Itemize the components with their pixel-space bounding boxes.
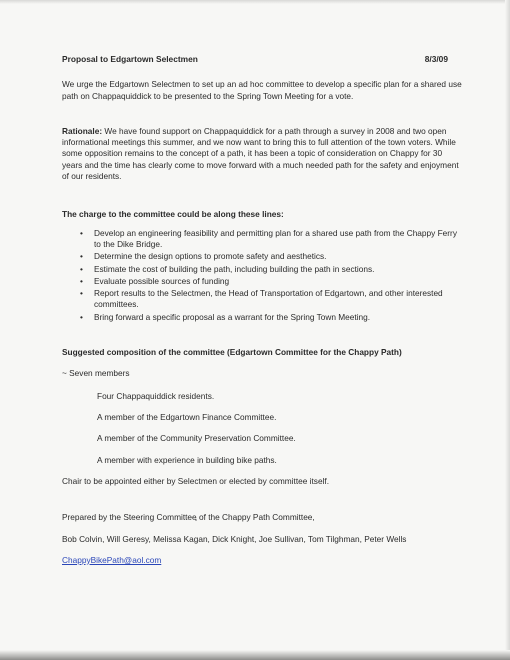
members-count: ~ Seven members — [62, 368, 130, 379]
email-link[interactable]: ChappyBikePath@aol.com — [62, 554, 162, 565]
document-header — [62, 54, 462, 65]
rationale-paragraph — [62, 126, 462, 182]
bullet-icon: • — [80, 275, 83, 286]
charge-list — [62, 228, 462, 323]
charge-list-item — [80, 227, 462, 251]
document-date: 8/3/09 — [424, 54, 448, 64]
member-item: Four Chappaquiddick residents. — [97, 390, 215, 401]
bullet-icon: • — [80, 251, 83, 262]
charge-item-text: Evaluate possible sources of funding — [94, 275, 230, 286]
charge-list-item — [80, 263, 462, 275]
charge-heading: The charge to the committee could be along these lines: — [62, 209, 284, 220]
bullet-icon: • — [80, 263, 83, 274]
scan-edge-bottom — [0, 650, 510, 660]
document-page — [62, 54, 462, 566]
charge-item-text: Determine the design options to promote safety and aesthetics. — [94, 251, 327, 262]
member-item: A member of the Edgartown Finance Committee. — [97, 411, 277, 422]
member-item: A member with experience in building bike paths. — [97, 454, 277, 465]
charge-item-text: Develop an engineering feasibility and permitting plan for a shared use path from the Chappy Ferry to the Dike Bridge. — [94, 227, 457, 249]
email-paragraph — [62, 555, 462, 566]
document-title: Proposal to Edgartown Selectmen — [62, 54, 198, 64]
charge-list-item — [80, 311, 462, 323]
scan-edge-top — [0, 0, 510, 4]
bullet-icon: • — [80, 288, 83, 299]
intro-paragraph: We urge the Edgartown Selectmen to set up an ad hoc committee to develop a specific plan for a shared use path on Chappaquiddick to be presented to the Spring Town Meeting for a vote. — [62, 79, 462, 101]
rationale-label: Rationale: — [62, 125, 103, 136]
charge-list-item — [80, 251, 462, 262]
committee-names: Bob Colvin, Will Geresy, Melissa Kagan, Dick Knight, Joe Sullivan, Tom Tilghman, Peter Wells — [62, 534, 407, 545]
bullet-icon: • — [80, 227, 83, 238]
scan-edge-right — [505, 0, 510, 660]
charge-list-item — [80, 288, 462, 311]
charge-item-text: Bring forward a specific proposal as a warrant for the Spring Town Meeting. — [94, 311, 371, 322]
charge-item-text: Estimate the cost of building the path, including building the path in sections. — [94, 263, 375, 274]
charge-item-text: Report results to the Selectmen, the Head of Transportation of Edgartown, and other interested committees. — [94, 288, 443, 310]
rationale-text: We have found support on Chappaquiddick for a path through a survey in 2008 and two open informational meetings this summer, and we now want to bring this to full attention of the town voters. While some opposition remains to the concept of a path, it has been a topic of consideration on Chappy for 30 years and the time has clearly come to move forward with a much needed path for the safety and enjoyment of our residents. — [62, 125, 459, 182]
member-item: A member of the Community Preservation Committee. — [97, 433, 296, 444]
bullet-icon: • — [80, 311, 83, 322]
charge-list-item — [80, 275, 462, 287]
chair-note: Chair to be appointed either by Selectmen or elected by committee itself. — [62, 475, 330, 486]
prepared-by: Prepared by the Steering Committee of the Chappy Path Committee, — [62, 512, 315, 523]
composition-heading: Suggested composition of the committee (Edgartown Committee for the Chappy Path) — [62, 347, 402, 358]
